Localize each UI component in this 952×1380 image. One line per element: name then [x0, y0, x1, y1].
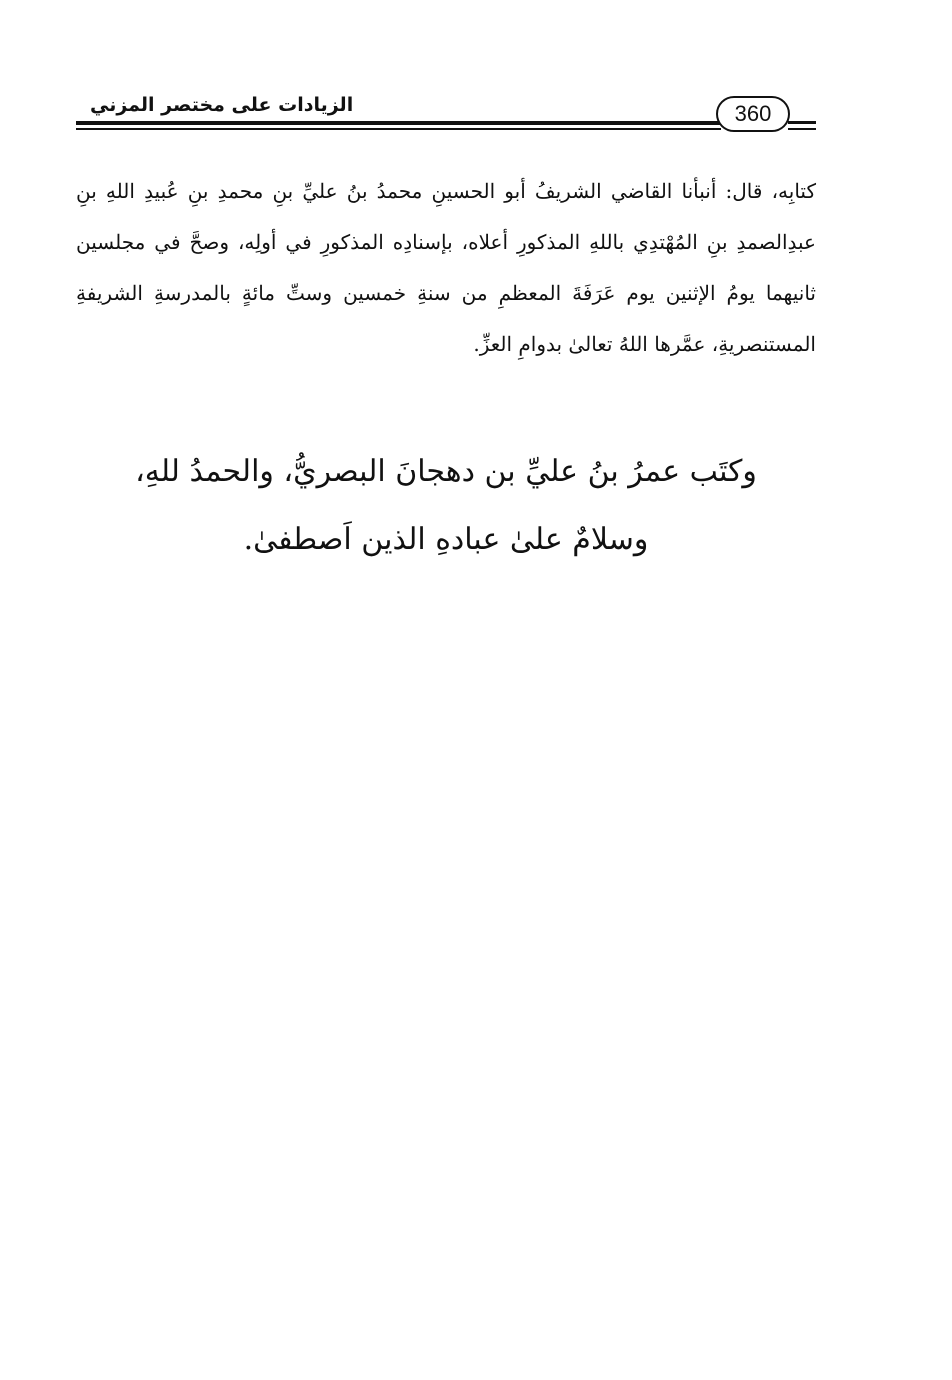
page-number: 360 [716, 96, 790, 132]
colophon-line-1: وكتَب عمرُ بنُ عليِّ بن دهجانَ البصريُّ، والحمدُ للهِ، [135, 454, 757, 489]
colophon [60, 438, 832, 574]
page-header [76, 92, 816, 136]
colophon-line-2: وسلامٌ علىٰ عبادهِ الذين اَصطفىٰ. [243, 522, 649, 557]
header-rule-right-thin [788, 128, 816, 130]
body-paragraph-block [76, 166, 816, 370]
body-paragraph: كتابِه، قال: أنبأنا القاضي الشريفُ أبو الحسينِ محمدُ بنُ عليِّ بنِ محمدِ بنِ عُبيدِ اللهِ بنِ عبدِالصمدِ بنِ المُهْتدِي باللهِ المذكورِ أعلاه، بإسنادِه المذكورِ في أولِه، وصحَّ في مجلسين ثانيهما يومُ الإثنين يوم عَرَفَةَ المعظمِ من سنةِ خمسين وستِّ مائةٍ بالمدرسةِ الشريفةِ المستنصريةِ، عمَّرها اللهُ تعالىٰ بدوامِ العزِّ. [76, 179, 816, 356]
header-rule-thick [76, 121, 721, 125]
header-rule-right-thick [788, 121, 816, 124]
running-title: الزيادات على مختصر المزني [90, 94, 354, 116]
header-rule-thin [76, 128, 721, 130]
